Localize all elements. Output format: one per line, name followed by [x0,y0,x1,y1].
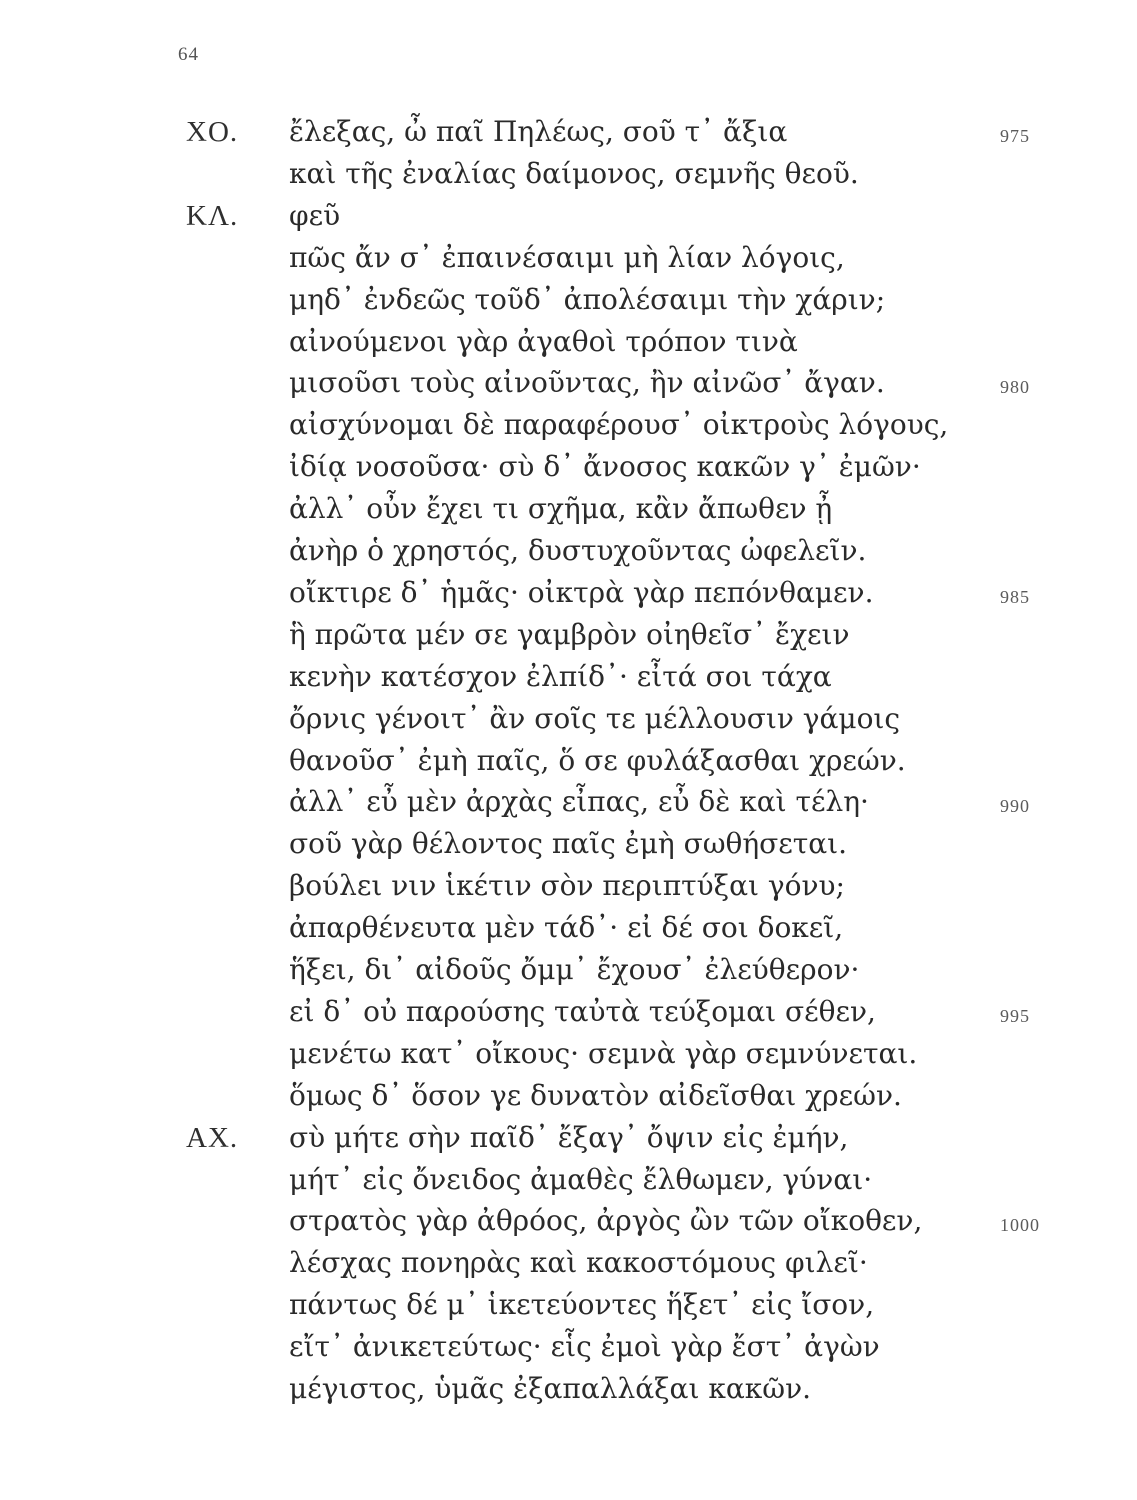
verse-text: αἰσχύνομαι δὲ παραφέρουσ᾽ οἰκτροὺς λόγους, [289,408,949,442]
verse-text: εἰ δ᾽ οὐ παρούσης ταὐτὰ τεύξομαι σέθεν, [289,994,876,1028]
verse-text: αἰνούμενοι γὰρ ἀγαθοὶ τρόπον τινὰ [289,324,798,358]
verse-text: μήτ᾽ εἰς ὄνειδος ἀμαθὲς ἔλθωμεν, γύναι· [289,1162,873,1196]
verse-text: ἥξει, δι᾽ αἰδοῦς ὄμμ᾽ ἔχουσ᾽ ἐλεύθερον· [289,953,860,986]
verse-line [0,487,1137,531]
verse-text: εἴτ᾽ ἀνικετεύτως· εἷς ἐμοὶ γὰρ ἔστ᾽ ἀγὼν [289,1330,880,1364]
line-number: 1000 [1000,1215,1040,1236]
verse-text: ὄρνις γένοιτ᾽ ἂν σοῖς τε μέλλουσιν γάμοις [289,701,901,735]
verse-line [0,1032,1137,1076]
line-number: 995 [1000,1005,1030,1026]
verse-text: μηδ᾽ ἐνδεῶς τοῦδ᾽ ἀπολέσαιμι τὴν χάριν; [289,282,886,316]
verse-line [0,864,1137,908]
speaker-label: ΑΧ. [186,1121,239,1154]
line-number: 990 [1000,796,1030,817]
verse-line [0,1116,1137,1160]
line-number: 980 [1000,377,1030,398]
speaker-label: ΧΟ. [186,116,239,148]
verse-line [0,948,1137,992]
verse-text: ἰδίᾳ νοσοῦσα· σὺ δ᾽ ἄνοσος κακῶν γ᾽ ἐμῶν· [289,450,921,484]
verse-text: στρατὸς γὰρ ἀθρόος, ἀργὸς ὢν τῶν οἴκοθεν, [289,1204,923,1238]
verse-text: μισοῦσι τοὺς αἰνοῦντας, ἢν αἰνῶσ᾽ ἄγαν. [289,366,885,400]
verse-line [0,361,1137,405]
verse-line [0,990,1137,1034]
verse-line [0,1199,1137,1243]
page-number: 64 [178,44,199,65]
verse-text: μενέτω κατ᾽ οἴκους· σεμνὰ γὰρ σεμνύνεται. [289,1036,918,1070]
verse-line [0,320,1137,364]
verse-text: μέγιστος, ὑμᾶς ἐξαπαλλάξαι κακῶν. [289,1372,812,1405]
verse-line [0,1241,1137,1285]
verse-text: ὅμως δ᾽ ὅσον γε δυνατὸν αἰδεῖσθαι χρεών. [289,1078,902,1112]
verse-line [0,739,1137,783]
verse-text: σὺ μήτε σὴν παῖδ᾽ ἔξαγ᾽ ὄψιν εἰς ἐμήν, [289,1120,849,1154]
verse-text: φεῦ [289,198,341,232]
verse-line [0,236,1137,280]
verse-line [0,1074,1137,1118]
verse-line [0,780,1137,824]
verse-line [0,906,1137,950]
verse-text: πῶς ἄν σ᾽ ἐπαινέσαιμι μὴ λίαν λόγοις, [289,240,845,274]
verse-text: οἴκτιρε δ᾽ ἡμᾶς· οἰκτρὰ γὰρ πεπόνθαμεν. [289,575,874,609]
verse-line [0,529,1137,573]
verse-text: ἀνὴρ ὁ χρηστός, δυστυχοῦντας ὠφελεῖν. [289,534,867,567]
verse-line [0,822,1137,866]
verse-line [0,1283,1137,1327]
verse-line [0,1325,1137,1369]
verse-line [0,278,1137,322]
verse-text: λέσχας πονηρὰς καὶ κακοστόμους φιλεῖ· [289,1246,868,1280]
verse-line [0,571,1137,615]
verse-line [0,613,1137,657]
verse-line [0,1158,1137,1202]
verse-text: πάντως δέ μ᾽ ἱκετεύοντες ἥξετ᾽ εἰς ἴσον, [289,1288,875,1322]
verse-text: καὶ τῆς ἐναλίας δαίμονος, σεμνῆς θεοῦ. [289,156,859,190]
speaker-label: ΚΛ. [186,199,239,232]
verse-text: σοῦ γὰρ θέλοντος παῖς ἐμὴ σωθήσεται. [289,827,848,861]
line-number: 975 [1000,126,1030,146]
verse-text: θανοῦσ᾽ ἐμὴ παῖς, ὅ σε φυλάξασθαι χρεών. [289,743,906,777]
verse-line [0,194,1137,238]
verse-text: ἣ πρῶτα μέν σε γαμβρὸν οἰηθεῖσ᾽ ἔχειν [289,617,850,651]
verse-text: κενὴν κατέσχον ἐλπίδ᾽· εἶτά σοι τάχα [289,659,832,693]
verse-text: ἀλλ᾽ εὖ μὲν ἀρχὰς εἶπας, εὖ δὲ καὶ τέλη· [289,785,869,819]
verse-line [0,1367,1137,1411]
verse-text: ἔλεξας, ὦ παῖ Πηλέως, σοῦ τ᾽ ἄξια [289,115,788,148]
verse-text: ἀλλ᾽ οὖν ἔχει τι σχῆμα, κἂν ἄπωθεν ᾖ [289,492,833,526]
verse-line [0,655,1137,699]
verse-text: ἀπαρθένευτα μὲν τάδ᾽· εἰ δέ σοι δοκεῖ, [289,911,844,945]
verse-line [0,110,1137,154]
verse-line [0,403,1137,447]
verse-line [0,152,1137,196]
verse-line [0,445,1137,489]
line-number: 985 [1000,586,1030,607]
verse-line [0,697,1137,741]
verse-text: βούλει νιν ἱκέτιν σὸν περιπτύξαι γόνυ; [289,869,845,903]
